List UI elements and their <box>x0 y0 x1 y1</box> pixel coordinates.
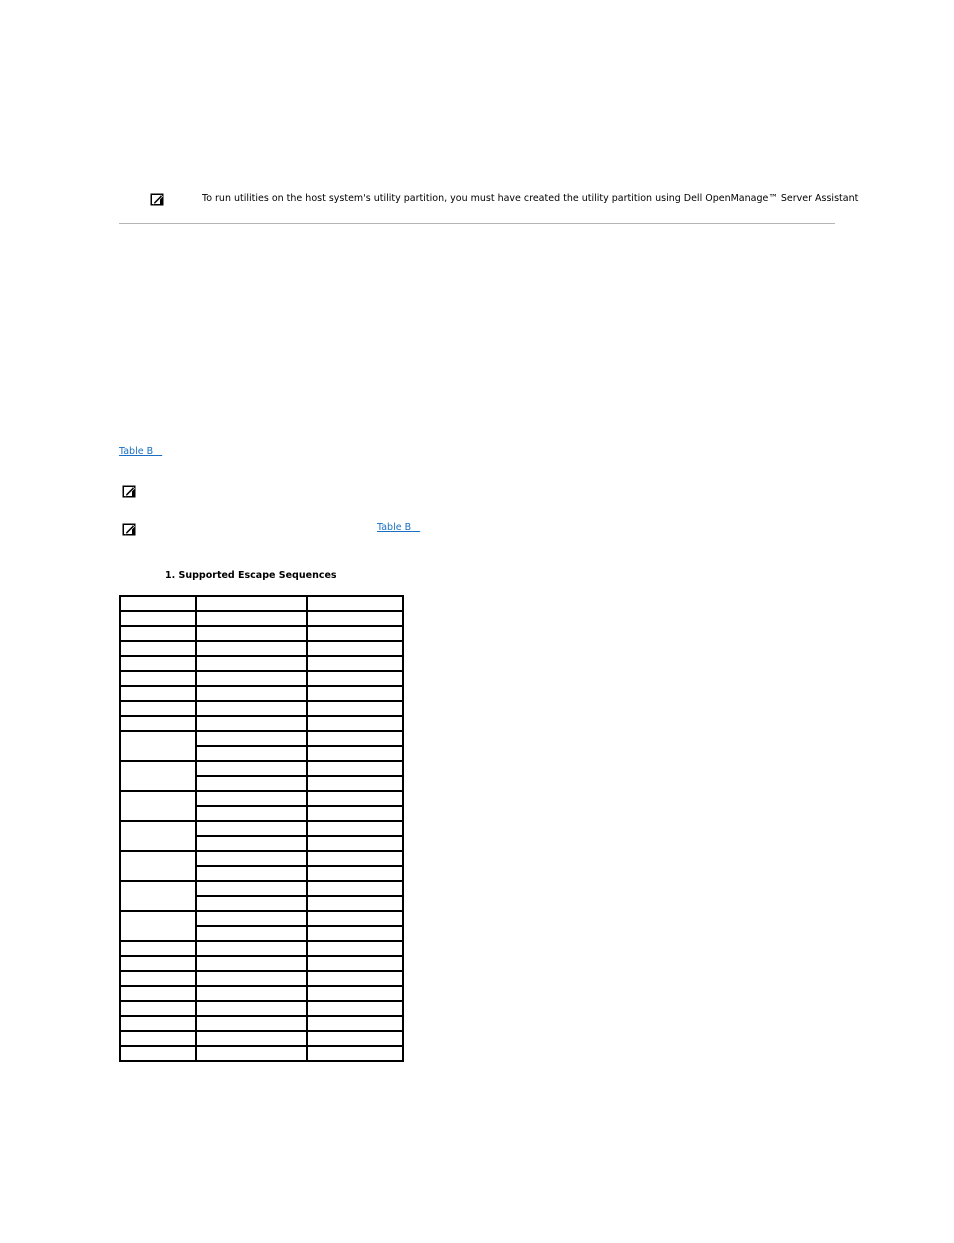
table-row <box>120 1016 403 1031</box>
table-cell <box>307 971 403 986</box>
table-cell <box>307 746 403 761</box>
table-cell <box>307 611 403 626</box>
table-cell <box>196 776 307 791</box>
note-pencil-icon <box>122 523 136 536</box>
table-row <box>120 851 403 866</box>
table-cell <box>196 911 307 926</box>
table-cell <box>307 956 403 971</box>
table-row <box>120 656 403 671</box>
table-cell <box>120 671 196 686</box>
table-cell <box>196 746 307 761</box>
table-cell <box>307 671 403 686</box>
table-row <box>120 731 403 746</box>
table-cell <box>120 911 196 941</box>
table-cell <box>196 626 307 641</box>
table-caption: 1. Supported Escape Sequences <box>165 570 337 581</box>
table-row <box>120 671 403 686</box>
table-cell <box>120 641 196 656</box>
table-cell <box>307 641 403 656</box>
table-b-link-1[interactable]: Table B <box>119 446 163 457</box>
table-cell <box>120 596 196 611</box>
table-cell <box>196 686 307 701</box>
table-cell <box>307 596 403 611</box>
table-cell <box>307 926 403 941</box>
table-cell <box>196 716 307 731</box>
table-row <box>120 626 403 641</box>
table-cell <box>196 836 307 851</box>
table-cell <box>307 716 403 731</box>
table-row <box>120 1031 403 1046</box>
table-cell <box>307 686 403 701</box>
table-b-link-2[interactable]: Table B <box>377 522 421 533</box>
table-cell <box>196 941 307 956</box>
table-row <box>120 761 403 776</box>
table-row <box>120 686 403 701</box>
table-cell <box>196 1016 307 1031</box>
table-cell <box>196 821 307 836</box>
table-cell <box>307 1001 403 1016</box>
table-cell <box>307 1031 403 1046</box>
table-cell <box>120 1001 196 1016</box>
table-cell <box>307 896 403 911</box>
table-cell <box>307 761 403 776</box>
table-cell <box>196 1031 307 1046</box>
table-cell <box>307 821 403 836</box>
table-cell <box>307 1016 403 1031</box>
table-row <box>120 881 403 896</box>
table-cell <box>196 641 307 656</box>
table-cell <box>196 956 307 971</box>
table-cell <box>307 731 403 746</box>
table-cell <box>307 806 403 821</box>
table-cell <box>307 701 403 716</box>
table-cell <box>196 761 307 776</box>
table-cell <box>307 776 403 791</box>
table-row <box>120 596 403 611</box>
table-cell <box>196 1001 307 1016</box>
table-cell <box>120 791 196 821</box>
table-cell <box>307 851 403 866</box>
table-row <box>120 821 403 836</box>
note-text-utility-partition: To run utilities on the host system's utility partition, you must have created the utility partition using Dell OpenManage™ Server Assistant <box>202 193 859 204</box>
table-cell <box>196 1046 307 1061</box>
table-cell <box>120 971 196 986</box>
note-pencil-icon <box>122 485 136 498</box>
table-cell <box>196 596 307 611</box>
table-cell <box>307 626 403 641</box>
table-cell <box>196 656 307 671</box>
table-cell <box>120 686 196 701</box>
table-cell <box>120 656 196 671</box>
table-cell <box>120 716 196 731</box>
table-cell <box>307 656 403 671</box>
table-cell <box>196 851 307 866</box>
table-row <box>120 941 403 956</box>
table-row <box>120 716 403 731</box>
table-cell <box>120 761 196 791</box>
table-cell <box>307 941 403 956</box>
table-cell <box>120 821 196 851</box>
table-cell <box>307 791 403 806</box>
table-cell <box>307 836 403 851</box>
table-row <box>120 1001 403 1016</box>
horizontal-divider <box>119 223 835 224</box>
table-cell <box>120 611 196 626</box>
table-row <box>120 641 403 656</box>
table-cell <box>196 731 307 746</box>
table-cell <box>120 851 196 881</box>
table-cell <box>120 941 196 956</box>
table-cell <box>120 701 196 716</box>
table-row <box>120 986 403 1001</box>
table-cell <box>120 986 196 1001</box>
table-cell <box>196 986 307 1001</box>
table-cell <box>196 806 307 821</box>
table-cell <box>307 911 403 926</box>
table-cell <box>196 971 307 986</box>
table-cell <box>196 881 307 896</box>
table-row <box>120 611 403 626</box>
table-cell <box>120 1016 196 1031</box>
table-row <box>120 956 403 971</box>
table-cell <box>196 701 307 716</box>
table-cell <box>120 1031 196 1046</box>
note-pencil-icon <box>150 193 164 206</box>
table-cell <box>196 896 307 911</box>
table-cell <box>307 986 403 1001</box>
table-cell <box>196 926 307 941</box>
table-cell <box>120 956 196 971</box>
table-cell <box>196 866 307 881</box>
table-row <box>120 911 403 926</box>
page-bottom-margin <box>110 1113 430 1243</box>
table-cell <box>120 881 196 911</box>
table-cell <box>120 1046 196 1061</box>
table-cell <box>120 731 196 761</box>
escape-sequences-table <box>119 595 404 1062</box>
table-cell <box>307 881 403 896</box>
table-row <box>120 791 403 806</box>
table-cell <box>196 791 307 806</box>
table-cell <box>307 866 403 881</box>
table-row <box>120 1046 403 1061</box>
table-cell <box>196 671 307 686</box>
table-cell <box>307 1046 403 1061</box>
table-cell <box>120 626 196 641</box>
table-row <box>120 971 403 986</box>
table-row <box>120 701 403 716</box>
table-cell <box>196 611 307 626</box>
